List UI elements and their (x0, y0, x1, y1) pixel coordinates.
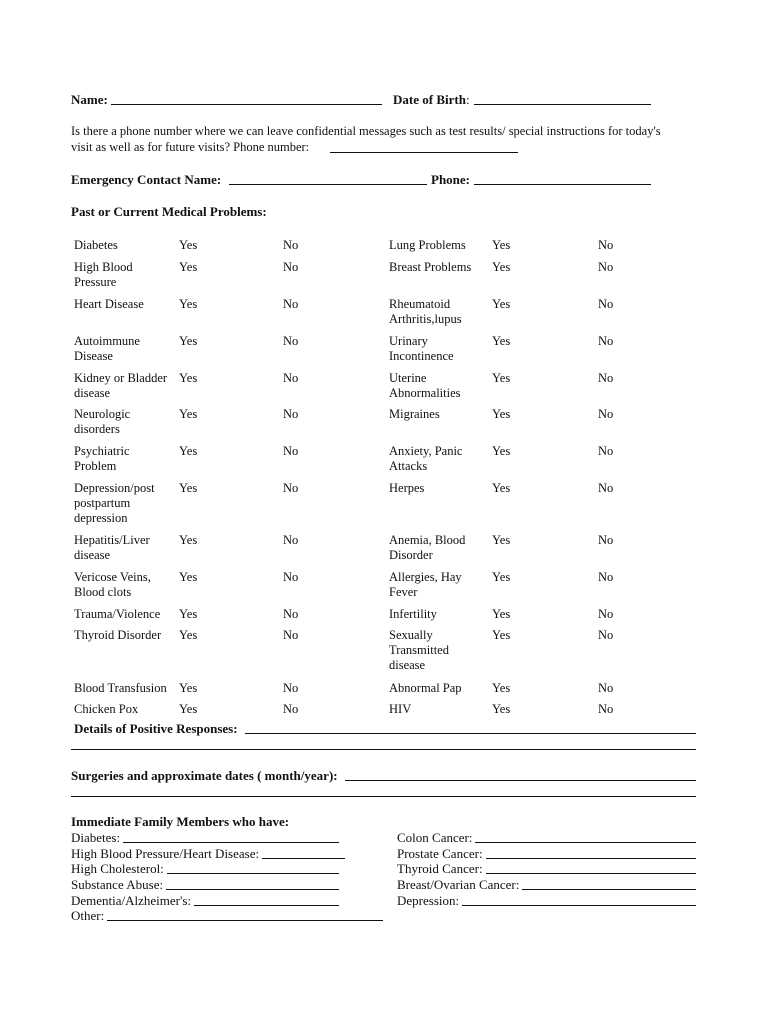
family-colon-cancer-field[interactable] (475, 842, 696, 843)
yes-option-hepatitis-liver[interactable]: Yes (179, 533, 198, 547)
family-diabetes-field[interactable] (123, 842, 339, 843)
yes-option-kidney-or-bladder[interactable]: Yes (179, 371, 198, 385)
yes-option-depression-post[interactable]: Yes (179, 481, 198, 495)
condition-chicken-pox: Chicken Pox (74, 702, 139, 716)
condition-urinary: Urinary Incontinence (389, 334, 454, 363)
no-option-hiv[interactable]: No (598, 702, 614, 716)
condition-thyroid-disorder: Thyroid Disorder (74, 628, 162, 642)
name-label: Name: (71, 92, 108, 107)
condition-rheumatoid: Rheumatoid Arthritis,lupus (389, 297, 462, 326)
family-other-label: Other: (71, 908, 105, 923)
yes-option-heart-disease[interactable]: Yes (179, 297, 198, 311)
no-option-neurologic[interactable]: No (283, 407, 299, 421)
condition-breast-problems: Breast Problems (389, 260, 472, 274)
emergency-phone-label: Phone: (431, 172, 470, 187)
phone-question: Is there a phone number where we can leave confidential messages such as test results/ special instructions for today's (71, 124, 661, 138)
condition-trauma-violence: Trauma/Violence (74, 607, 161, 621)
details-field-line-1[interactable] (245, 733, 696, 734)
no-option-abnormal-pap[interactable]: No (598, 681, 614, 695)
condition-hiv: HIV (389, 702, 412, 716)
no-option-anxiety-panic[interactable]: No (598, 444, 614, 458)
family-substance-abuse-label: Substance Abuse: (71, 877, 164, 892)
no-option-sexually[interactable]: No (598, 628, 614, 642)
condition-allergies-hay: Allergies, Hay Fever (389, 570, 462, 599)
yes-option-abnormal-pap[interactable]: Yes (492, 681, 511, 695)
family-diabetes-label: Diabetes: (71, 830, 121, 845)
surgeries-field-line-1[interactable] (345, 780, 696, 781)
family-breast-ovarian-cancer-field[interactable] (522, 889, 696, 890)
yes-option-high-blood[interactable]: Yes (179, 260, 198, 274)
yes-option-uterine[interactable]: Yes (492, 371, 511, 385)
no-option-depression-post[interactable]: No (283, 481, 299, 495)
yes-option-infertility[interactable]: Yes (492, 607, 511, 621)
family-high-blood-pressure-heart-disease-field[interactable] (262, 858, 345, 859)
no-option-kidney-or-bladder[interactable]: No (283, 371, 299, 385)
no-option-rheumatoid[interactable]: No (598, 297, 614, 311)
family-depression-label: Depression: (397, 893, 460, 908)
no-option-breast-problems[interactable]: No (598, 260, 614, 274)
condition-infertility: Infertility (389, 607, 437, 621)
phone-question-cont: visit as well as for future visits? Phone number: (71, 140, 310, 154)
family-substance-abuse-field[interactable] (166, 889, 339, 890)
dob-label: Date of Birth: (393, 92, 470, 107)
family-other-field[interactable] (107, 920, 383, 921)
condition-uterine: Uterine Abnormalities (389, 371, 461, 400)
dob-field[interactable] (474, 104, 651, 105)
no-option-autoimmune[interactable]: No (283, 334, 299, 348)
family-history-title: Immediate Family Members who have: (71, 814, 290, 829)
yes-option-hiv[interactable]: Yes (492, 702, 511, 716)
yes-option-sexually[interactable]: Yes (492, 628, 511, 642)
yes-option-blood-transfusion[interactable]: Yes (179, 681, 198, 695)
no-option-uterine[interactable]: No (598, 371, 614, 385)
no-option-anemia-blood[interactable]: No (598, 533, 614, 547)
condition-anemia-blood: Anemia, Blood Disorder (389, 533, 466, 562)
family-high-cholesterol-label: High Cholesterol: (71, 861, 164, 876)
condition-depression-post: Depression/post postpartum depression (74, 481, 155, 525)
yes-option-chicken-pox[interactable]: Yes (179, 702, 198, 716)
condition-autoimmune: Autoimmune Disease (74, 334, 140, 363)
name-field[interactable] (111, 104, 382, 105)
yes-option-autoimmune[interactable]: Yes (179, 334, 198, 348)
family-breast-ovarian-cancer-label: Breast/Ovarian Cancer: (397, 877, 520, 892)
yes-option-anemia-blood[interactable]: Yes (492, 533, 511, 547)
condition-anxiety-panic: Anxiety, Panic Attacks (389, 444, 463, 473)
family-high-cholesterol-field[interactable] (167, 873, 339, 874)
family-prostate-cancer-field[interactable] (486, 858, 696, 859)
condition-herpes: Herpes (389, 481, 425, 495)
yes-option-herpes[interactable]: Yes (492, 481, 511, 495)
surgeries-label: Surgeries and approximate dates ( month/year): (71, 768, 338, 783)
condition-lung-problems: Lung Problems (389, 238, 466, 252)
yes-option-allergies-hay[interactable]: Yes (492, 570, 511, 584)
yes-option-psychiatric[interactable]: Yes (179, 444, 198, 458)
surgeries-field-line-2[interactable] (71, 796, 696, 797)
condition-abnormal-pap: Abnormal Pap (389, 681, 462, 695)
family-dementia-alzheimer-s-label: Dementia/Alzheimer's: (71, 893, 192, 908)
no-option-chicken-pox[interactable]: No (283, 702, 299, 716)
yes-option-rheumatoid[interactable]: Yes (492, 297, 511, 311)
no-option-diabetes[interactable]: No (283, 238, 299, 252)
condition-high-blood: High Blood Pressure (74, 260, 133, 289)
yes-option-breast-problems[interactable]: Yes (492, 260, 511, 274)
no-option-hepatitis-liver[interactable]: No (283, 533, 299, 547)
no-option-allergies-hay[interactable]: No (598, 570, 614, 584)
medical-problems-title: Past or Current Medical Problems: (71, 204, 267, 219)
condition-blood-transfusion: Blood Transfusion (74, 681, 167, 695)
yes-option-vericose-veins[interactable]: Yes (179, 570, 198, 584)
family-high-blood-pressure-heart-disease-label: High Blood Pressure/Heart Disease: (71, 846, 260, 861)
condition-migraines: Migraines (389, 407, 440, 421)
no-option-herpes[interactable]: No (598, 481, 614, 495)
no-option-vericose-veins[interactable]: No (283, 570, 299, 584)
no-option-urinary[interactable]: No (598, 334, 614, 348)
condition-hepatitis-liver: Hepatitis/Liver disease (74, 533, 150, 562)
no-option-heart-disease[interactable]: No (283, 297, 299, 311)
yes-option-lung-problems[interactable]: Yes (492, 238, 511, 252)
yes-option-urinary[interactable]: Yes (492, 334, 511, 348)
no-option-lung-problems[interactable]: No (598, 238, 614, 252)
condition-psychiatric: Psychiatric Problem (74, 444, 130, 473)
yes-option-trauma-violence[interactable]: Yes (179, 607, 198, 621)
emergency-phone-field[interactable] (474, 184, 651, 185)
emergency-contact-label: Emergency Contact Name: (71, 172, 222, 187)
yes-option-migraines[interactable]: Yes (492, 407, 511, 421)
details-field-line-2[interactable] (71, 749, 696, 750)
condition-diabetes: Diabetes (74, 238, 118, 252)
condition-neurologic: Neurologic disorders (74, 407, 131, 436)
family-dementia-alzheimer-s-field[interactable] (194, 905, 339, 906)
no-option-blood-transfusion[interactable]: No (283, 681, 299, 695)
no-option-high-blood[interactable]: No (283, 260, 299, 274)
yes-option-diabetes[interactable]: Yes (179, 238, 198, 252)
family-thyroid-cancer-field[interactable] (486, 873, 696, 874)
family-prostate-cancer-label: Prostate Cancer: (397, 846, 483, 861)
condition-heart-disease: Heart Disease (74, 297, 144, 311)
no-option-migraines[interactable]: No (598, 407, 614, 421)
family-thyroid-cancer-label: Thyroid Cancer: (397, 861, 483, 876)
condition-vericose-veins: Vericose Veins, Blood clots (74, 570, 151, 599)
details-label: Details of Positive Responses: (74, 721, 238, 736)
condition-kidney-or-bladder: Kidney or Bladder disease (74, 371, 168, 400)
family-depression-field[interactable] (462, 905, 696, 906)
phone-number-field[interactable] (330, 152, 518, 153)
no-option-psychiatric[interactable]: No (283, 444, 299, 458)
yes-option-neurologic[interactable]: Yes (179, 407, 198, 421)
emergency-contact-field[interactable] (229, 184, 427, 185)
family-colon-cancer-label: Colon Cancer: (397, 830, 473, 845)
no-option-thyroid-disorder[interactable]: No (283, 628, 299, 642)
yes-option-thyroid-disorder[interactable]: Yes (179, 628, 198, 642)
condition-sexually: Sexually Transmitted disease (389, 628, 449, 672)
no-option-infertility[interactable]: No (598, 607, 614, 621)
yes-option-anxiety-panic[interactable]: Yes (492, 444, 511, 458)
no-option-trauma-violence[interactable]: No (283, 607, 299, 621)
